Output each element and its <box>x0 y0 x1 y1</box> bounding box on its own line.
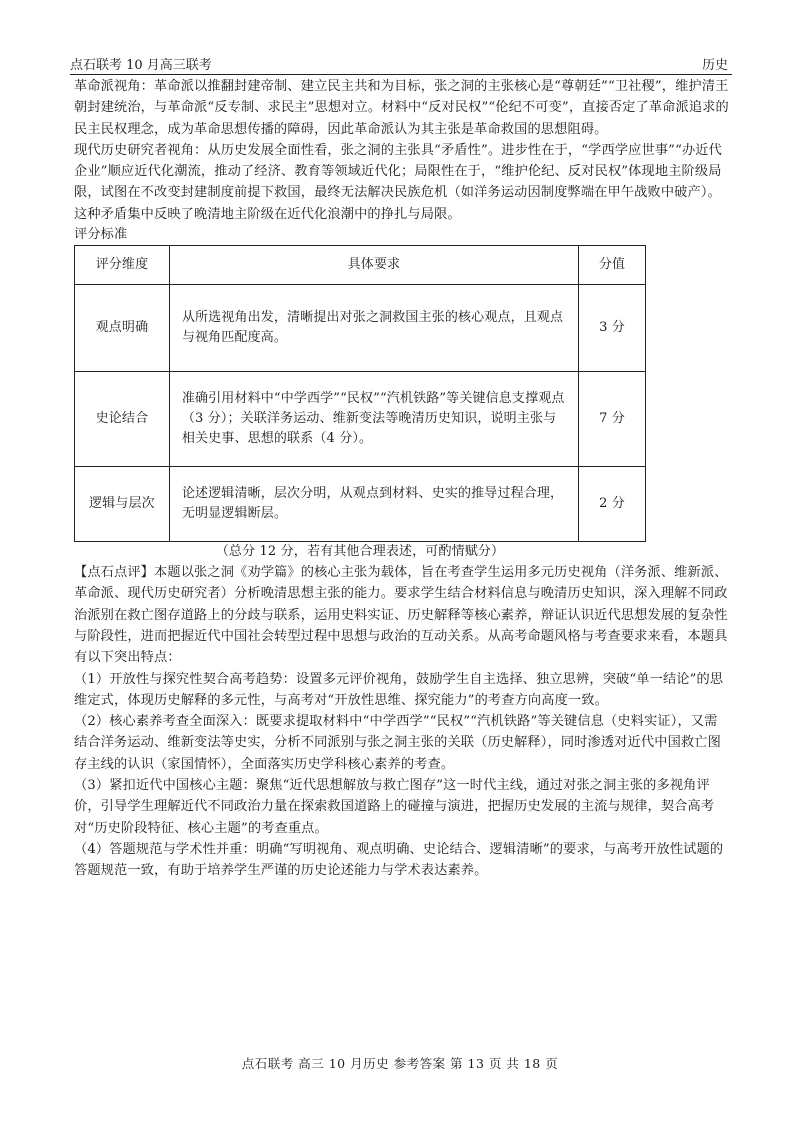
rubric-header-requirement: 具体要求 <box>169 246 578 285</box>
scoring-standard-title: 评分标准 <box>74 227 128 243</box>
commentary-point-4: （4）答题规范与学术性并重：明确“写明视角、观点明确、史论结合、逻辑清晰”的要求，与高考开放性试题的答题规范一致，有助于培养学生严谨的历史论述能力与学术表达素养。 <box>74 841 724 879</box>
rubric-dimension-cell: 史论结合 <box>75 372 170 467</box>
table-row <box>75 285 646 372</box>
commentary-point-2: （2）核心素养考查全面深入：既要求提取材料中“中学西学”“民权”“汽机铁路”等关键信息（史料实证），又需结合洋务运动、维新变法等史实，分析不同派别与张之洞主张的关联（历史解释），同时渗透对近代中国救亡图存主线的认识（家国情怀），全面落实历史学科核心素养的考查。 <box>74 714 721 772</box>
total-score-note: （总分 12 分，若有其他合理表述，可酌情赋分） <box>215 544 505 560</box>
table-row <box>75 467 646 542</box>
header-subject: 历史 <box>701 58 728 73</box>
rubric-dimension-cell: 观点明确 <box>75 285 170 372</box>
rubric-score-cell: 3 分 <box>579 285 646 372</box>
rubric-requirement-cell: 论述逻辑清晰，层次分明，从观点到材料、史实的推导过程合理，无明显逻辑断层。 <box>169 467 578 542</box>
rubric-header-row <box>75 246 646 285</box>
page-header <box>70 50 732 75</box>
rubric-requirement-cell: 准确引用材料中“中学西学”“民权”“汽机铁路”等关键信息支撑观点（3 分）；关联洋务运动、维新变法等晚清历史知识，说明主张与相关史事、思想的联系（4 分）。 <box>169 372 578 467</box>
rubric-score-cell: 7 分 <box>579 372 646 467</box>
scoring-rubric-table <box>74 245 646 542</box>
revolutionary-perspective-paragraph: 革命派视角：革命派以推翻封建帝制、建立民主共和为目标，张之洞的主张核心是“尊朝廷”“卫社稷”，维护清王朝封建统治，与革命派“反专制、求民主”思想对立。材料中“反对民权”“伦纪不可变”，直接否定了革命派追求的民主民权理念，成为革命思想传播的障碍，因此革命派认为其主张是革命救国的思想阻碍。 <box>74 79 729 137</box>
rubric-requirement-cell: 从所选视角出发，清晰提出对张之洞救国主张的核心观点，且观点与视角匹配度高。 <box>169 285 578 372</box>
modern-historian-perspective-paragraph: 现代历史研究者视角：从历史发展全面性看，张之洞的主张具“矛盾性”。进步性在于，“学西学应世事”“办近代企业”顺应近代化潮流，推动了经济、教育等领域近代化；局限性在于，“维护伦纪、反对民权”体现地主阶级局限，试图在不改变封建制度前提下救国，最终无法解决民族危机（如洋务运动因制度弊端在甲午战败中破产）。这种矛盾集中反映了晚清地主阶级在近代化浪潮中的挣扎与局限。 <box>74 142 722 222</box>
page-footer: 点石联考 高三 10 月历史 参考答案 第 13 页 共 18 页 <box>241 1056 559 1071</box>
commentary-point-3: （3）紧扣近代中国核心主题：聚焦“近代思想解放与救亡图存”这一时代主线，通过对张之洞主张的多视角评价，引导学生理解近代不同政治力量在探索救国道路上的碰撞与演进，把握历史发展的主流与规律，契合高考对“历史阶段特征、核心主题”的考查重点。 <box>74 778 715 836</box>
table-row <box>75 372 646 467</box>
commentary-intro: 【点石点评】本题以张之洞《劝学篇》的核心主张为载体，旨在考查学生运用多元历史视角（洋务派、维新派、革命派、现代历史研究者）分析晚清思想主张的能力。要求学生结合材料信息与晚清历史知识，深入理解不同政治派别在救亡图存道路上的分歧与联系，运用史料实证、历史解释等核心素养，辩证认识近代思想发展的复杂性与阶段性，进而把握近代中国社会转型过程中思想与政治的互动关系。从高考命题风格与考查要求来看，本题具有以下突出特点： <box>74 565 728 666</box>
header-exam-title: 点石联考 10 月高三联考 <box>70 58 212 73</box>
commentary-point-1: （1）开放性与探究性契合高考趋势：设置多元评价视角，鼓励学生自主选择、独立思辨，突破“单一结论”的思维定式，体现历史解释的多元性，与高考对“开放性思维、探究能力”的考查方向高度一致。 <box>74 671 724 708</box>
answer-content <box>74 76 730 882</box>
rubric-header-score: 分值 <box>579 246 646 285</box>
rubric-score-cell: 2 分 <box>579 467 646 542</box>
rubric-dimension-cell: 逻辑与层次 <box>75 467 170 542</box>
rubric-header-dimension: 评分维度 <box>75 246 170 285</box>
